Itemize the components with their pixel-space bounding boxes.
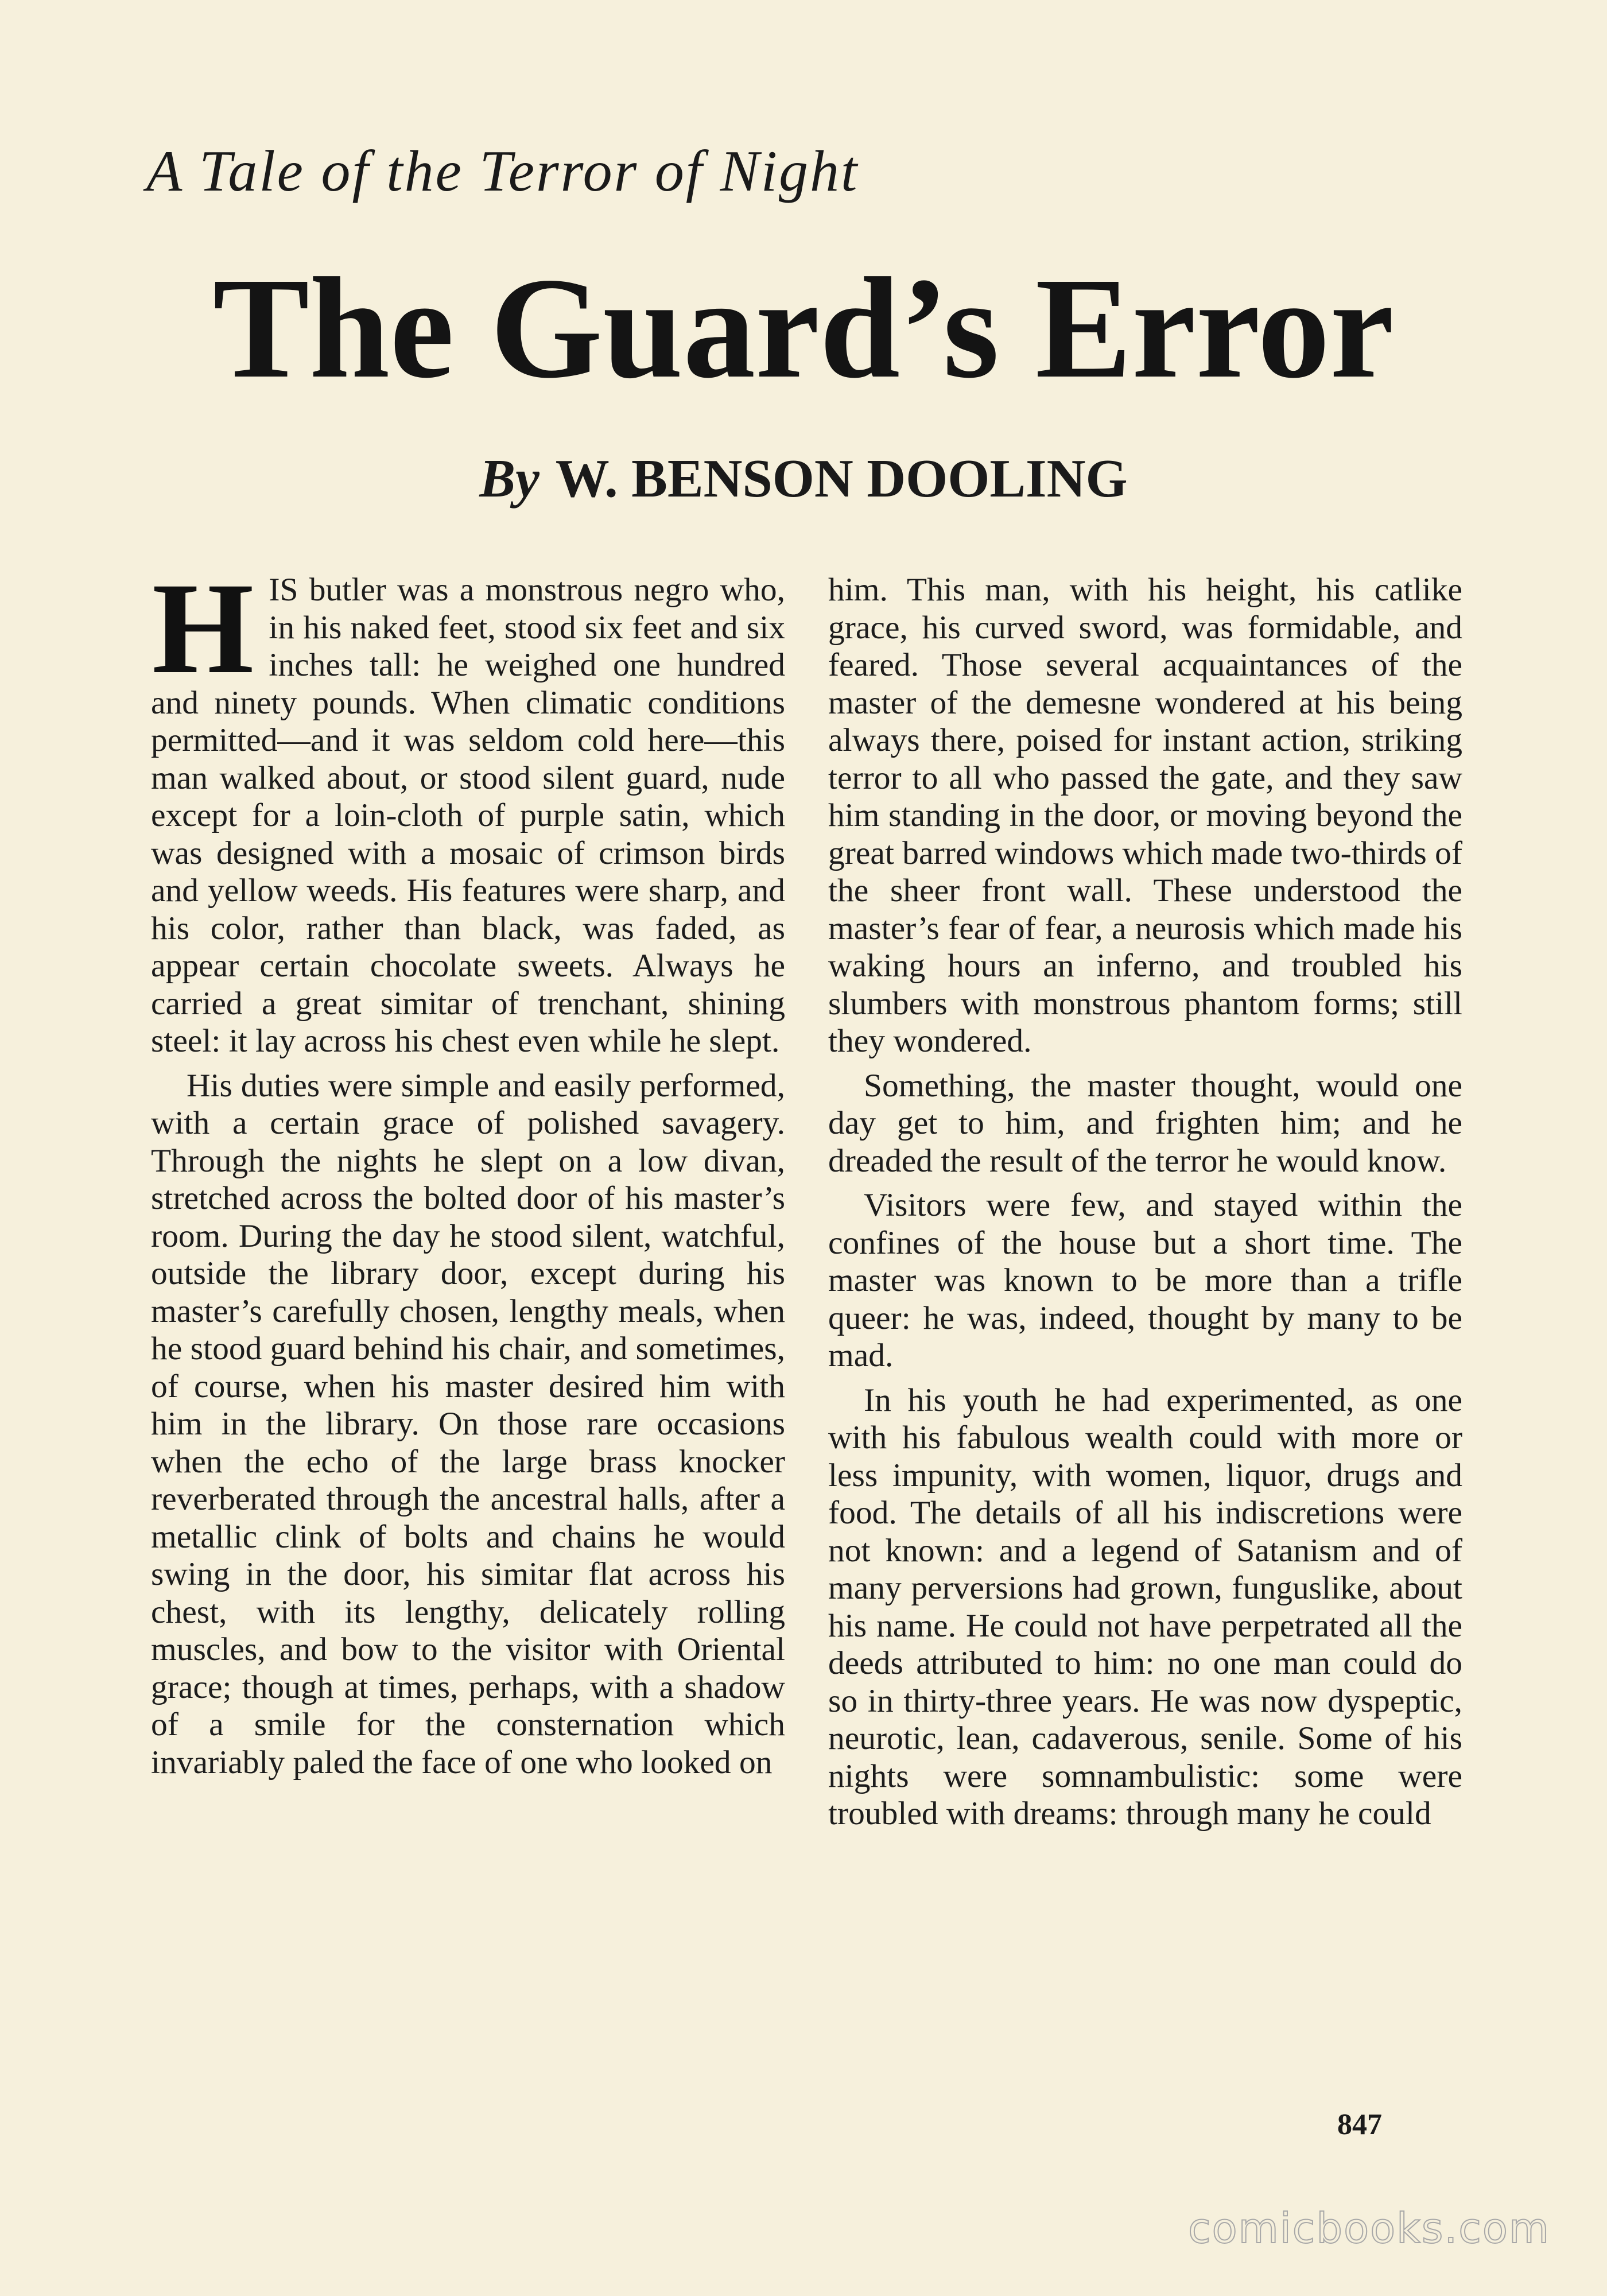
drop-cap: H <box>152 556 254 701</box>
story-title: The Guard’s Error <box>213 247 1394 408</box>
site-watermark: comicbooks.com <box>1188 2204 1551 2252</box>
paragraph-5: In his youth he had experimented, as one with his fabulous wealth could with more or less impunity, with women, liquor, drugs and food. The details of all his indiscretions were not known: and a legend of Satanism and of many perversions had grown, funguslike, about his name. He could not have perpetrated all the deeds attributed to him: no one man could do so in thirty-three years. He was now dyspeptic, neurotic, lean, cadaverous, senile. Some of his nights were somnambulistic: some were troubled with dreams: through many he could <box>828 1382 1462 1832</box>
paragraph-4: Visitors were few, and stayed within the confines of the house but a short time. The master was known to be more than a trifle queer: he was, indeed, thought by many to be mad. <box>828 1187 1462 1374</box>
text-column-right <box>828 571 1462 1840</box>
paragraph-3: Something, the master thought, would one day get to him, and frighten him; and he dreaded the result of the terror he would know. <box>828 1067 1462 1179</box>
text-column-left <box>151 556 785 1788</box>
paragraph-1 <box>151 556 785 1060</box>
byline-prefix: By <box>479 449 539 509</box>
page-number: 847 <box>1337 2108 1382 2141</box>
kicker-line: A Tale of the Terror of Night <box>146 139 859 204</box>
byline <box>0 448 1607 510</box>
author-name: W. BENSON DOOLING <box>555 449 1128 509</box>
paragraph-2: His duties were simple and easily performed, with a certain grace of polished savagery. Through the nights he slept on a low divan, stretched across the bolted door of his master’s room. During the day he stood silent, watchful, outside the library door, except during his master’s carefully chosen, lengthy meals, when he stood guard behind his chair, and sometimes, of course, when his master desired him with him in the library. On those rare occasions when the echo of the large brass knocker reverberated through the ancestral halls, after a metallic clink of bolts and chains he would swing in the door, his simitar flat across his chest, with its lengthy, delicately rolling muscles, and bow to the visitor with Oriental grace; though at times, perhaps, with a shadow of a smile for the consternation which invariably paled the face of one who looked on <box>151 1067 785 1781</box>
paragraph-1-text: IS butler was a monstrous negro who, in his naked feet, stood six feet and six inches tall: he weighed one hundred and ninety pounds. When climatic conditions permitted—and it was seldom cold here—this man walked about, or stood silent guard, nude except for a loin-cloth of purple satin, which was designed with a mosaic of crimson birds and yellow weeds. His features were sharp, and his color, rather than black, was faded, as appear certain chocolate sweets. Always he carried a great simitar of trenchant, shining steel: it lay across his chest even while he slept. <box>151 572 785 1059</box>
paragraph-2-continued: him. This man, with his height, his catlike grace, his curved sword, was formidable, and feared. Those several acquaintances of the master of the demesne wondered at his being always there, poised for instant action, striking terror to all who passed the gate, and they saw him standing in the door, or moving beyond the great barred windows which made two-thirds of the sheer front wall. These understood the master’s fear of fear, a neurosis which made his waking hours an inferno, and troubled his slumbers with monstrous phantom forms; still they wondered. <box>828 572 1462 1059</box>
